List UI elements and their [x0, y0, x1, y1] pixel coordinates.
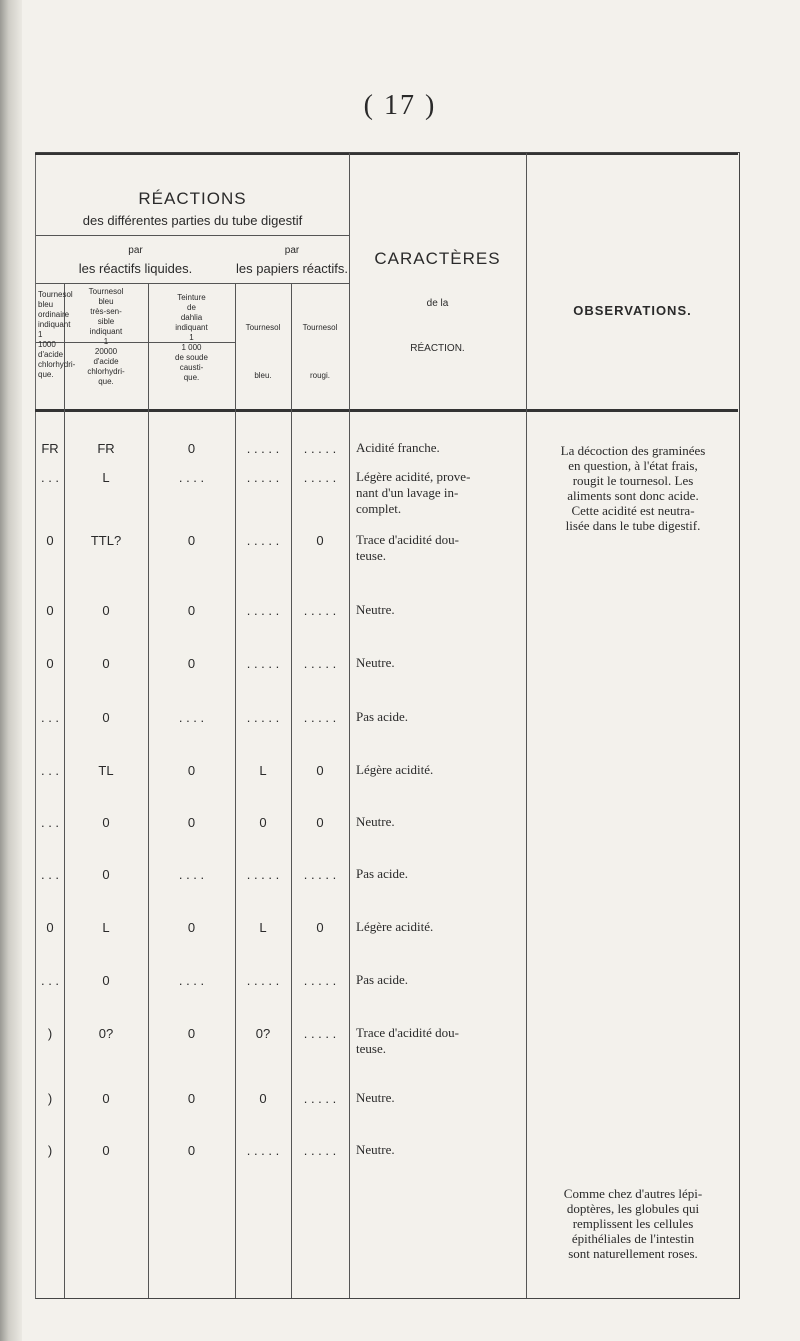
characters-of: de la [426, 298, 449, 309]
row-13-c1: ) [47, 1091, 53, 1106]
row-13-c4: 0 [259, 1091, 267, 1106]
row-7-c4: L [259, 763, 267, 778]
row-2-c2: L [102, 470, 110, 485]
row-7-c5: 0 [316, 763, 324, 778]
row-7-c3: 0 [187, 763, 196, 778]
row-9-c1: . . . [40, 867, 60, 882]
row-6-c5: . . . . . [303, 710, 337, 725]
row-7-c1: . . . [40, 763, 60, 778]
row-1-c1: FR [41, 441, 59, 456]
row-9-c2: 0 [102, 867, 110, 882]
page-number: ( 17 ) [363, 90, 437, 121]
row-1-c2: FR [97, 441, 115, 456]
row-12-c3: 0 [187, 1026, 196, 1041]
col4-header-top: Tournesol [245, 323, 281, 332]
row-4-c3: 0 [187, 603, 196, 618]
row-9-characters: Pas acide. [356, 866, 408, 881]
row-5-c1: 0 [46, 656, 54, 671]
group-paper-par: par [284, 245, 300, 256]
row-14-characters: Neutre. [356, 1142, 395, 1157]
row-4-c2: 0 [102, 603, 110, 618]
row-1-c4: . . . . . [246, 441, 280, 456]
row-14-c3: 0 [187, 1143, 196, 1158]
group-liquid-par: par [128, 245, 143, 256]
row-14-c5: . . . . . [303, 1143, 337, 1158]
row-10-c5: 0 [316, 920, 324, 935]
row-10-c1: 0 [46, 920, 54, 935]
row-13-characters: Neutre. [356, 1090, 395, 1105]
row-10-c4: L [259, 920, 267, 935]
characters-title: CARACTÈRES [374, 249, 501, 268]
row-12-c1: ) [47, 1026, 53, 1041]
row-7-characters: Légère acidité. [356, 762, 434, 777]
row-6-characters: Pas acide. [356, 709, 408, 724]
col5-header-top: Tournesol [302, 323, 338, 332]
row-5-c2: 0 [102, 656, 110, 671]
row-11-c5: . . . . . [303, 973, 337, 988]
row-6-c1: . . . [40, 710, 60, 725]
observations-title: OBSERVATIONS. [573, 303, 692, 318]
observation-graminees: La décoction des graminées en question, à l'état frais, rougit le tournesol. Les aliments sont donc acide. Cette acidité est neutra- lisée dans le tube digestif. [560, 443, 706, 533]
group-liquid-label: les réactifs liquides. [78, 261, 193, 276]
row-8-c1: . . . [40, 815, 60, 830]
row-6-c2: 0 [102, 710, 110, 725]
row-3-c1: 0 [46, 533, 54, 548]
row-1-c5: . . . . . [303, 441, 337, 456]
row-9-c3: . . . . [178, 867, 205, 882]
row-8-c2: 0 [102, 815, 110, 830]
row-3-c3: 0 [187, 533, 196, 548]
header-sub-rule [36, 235, 349, 236]
row-3-c4: . . . . . [246, 533, 280, 548]
row-10-c3: 0 [187, 920, 196, 935]
group-paper-label: les papiers réactifs. [236, 261, 348, 276]
row-13-c3: 0 [187, 1091, 196, 1106]
row-5-c3: 0 [187, 656, 196, 671]
row-5-c5: . . . . . [303, 656, 337, 671]
reactions-subtitle: des différentes parties du tube digestif [82, 213, 303, 228]
row-11-c2: 0 [102, 973, 110, 988]
row-13-c5: . . . . . [303, 1091, 337, 1106]
row-11-characters: Pas acide. [356, 972, 408, 987]
row-8-c5: 0 [316, 815, 324, 830]
row-12-c5: . . . . . [303, 1026, 337, 1041]
row-4-c4: . . . . . [246, 603, 280, 618]
col3-header: Teinture de dahlia indiquant 1 1 000 de soude causti- que. [175, 293, 208, 382]
row-9-c4: . . . . . [246, 867, 280, 882]
row-3-c5: 0 [316, 533, 324, 548]
row-7-c2: TL [98, 763, 114, 778]
row-12-characters: Trace d'acidité dou- teuse. [356, 1025, 459, 1056]
row-4-c5: . . . . . [303, 603, 337, 618]
row-3-characters: Trace d'acidité dou- teuse. [356, 532, 459, 563]
row-13-c2: 0 [102, 1091, 110, 1106]
page-binding-edge [0, 0, 22, 1341]
row-4-characters: Neutre. [356, 602, 395, 617]
row-11-c1: . . . [40, 973, 60, 988]
row-2-c1: . . . [40, 470, 60, 485]
row-12-c2: 0? [98, 1026, 114, 1041]
reactions-table [35, 152, 740, 1299]
row-3-c2: TTL? [90, 533, 122, 548]
row-12-c4: 0? [255, 1026, 271, 1041]
row-2-characters: Légère acidité, prove- nant d'un lavage in- complet. [356, 469, 471, 516]
row-14-c2: 0 [102, 1143, 110, 1158]
col-divider-characters [349, 153, 350, 1298]
col2-header: Tournesol bleu très-sen- sible indiquant 1 20000 d'acide chlorhydri- que. [87, 287, 125, 386]
row-2-c3: . . . . [178, 470, 205, 485]
row-6-c3: . . . . [178, 710, 205, 725]
row-10-c2: L [102, 920, 110, 935]
row-5-c4: . . . . . [246, 656, 280, 671]
row-1-c3: 0 [187, 441, 196, 456]
col4-header-bottom: bleu. [254, 371, 272, 380]
row-6-c4: . . . . . [246, 710, 280, 725]
row-14-c1: ) [47, 1143, 53, 1158]
row-5-characters: Neutre. [356, 655, 395, 670]
reactions-title: RÉACTIONS [138, 189, 247, 208]
row-8-c3: 0 [187, 815, 196, 830]
row-8-characters: Neutre. [356, 814, 395, 829]
row-4-c1: 0 [46, 603, 54, 618]
row-11-c3: . . . . [178, 973, 205, 988]
col1-header: Tournesol bleu ordinaire indiquant 1 1000 d'acide chlorhydri- que. [38, 290, 76, 379]
observation-lepidopteres: Comme chez d'autres lépi- doptères, les globules qui remplissent les cellules épithéliales de l'intestin sont naturellement roses. [563, 1186, 703, 1261]
row-2-c5: . . . . . [303, 470, 337, 485]
row-9-c5: . . . . . [303, 867, 337, 882]
row-1-characters: Acidité franche. [356, 440, 440, 455]
header-group-rule [36, 283, 349, 284]
col-divider-observations [526, 153, 527, 1298]
col5-header-bottom: rougi. [309, 371, 330, 380]
table-top-rule [35, 153, 738, 155]
row-8-c4: 0 [259, 815, 267, 830]
header-bottom-rule [35, 409, 738, 412]
characters-reaction: RÉACTION. [410, 343, 465, 354]
row-14-c4: . . . . . [246, 1143, 280, 1158]
row-2-c4: . . . . . [246, 470, 280, 485]
row-11-c4: . . . . . [246, 973, 280, 988]
row-10-characters: Légère acidité. [356, 919, 434, 934]
